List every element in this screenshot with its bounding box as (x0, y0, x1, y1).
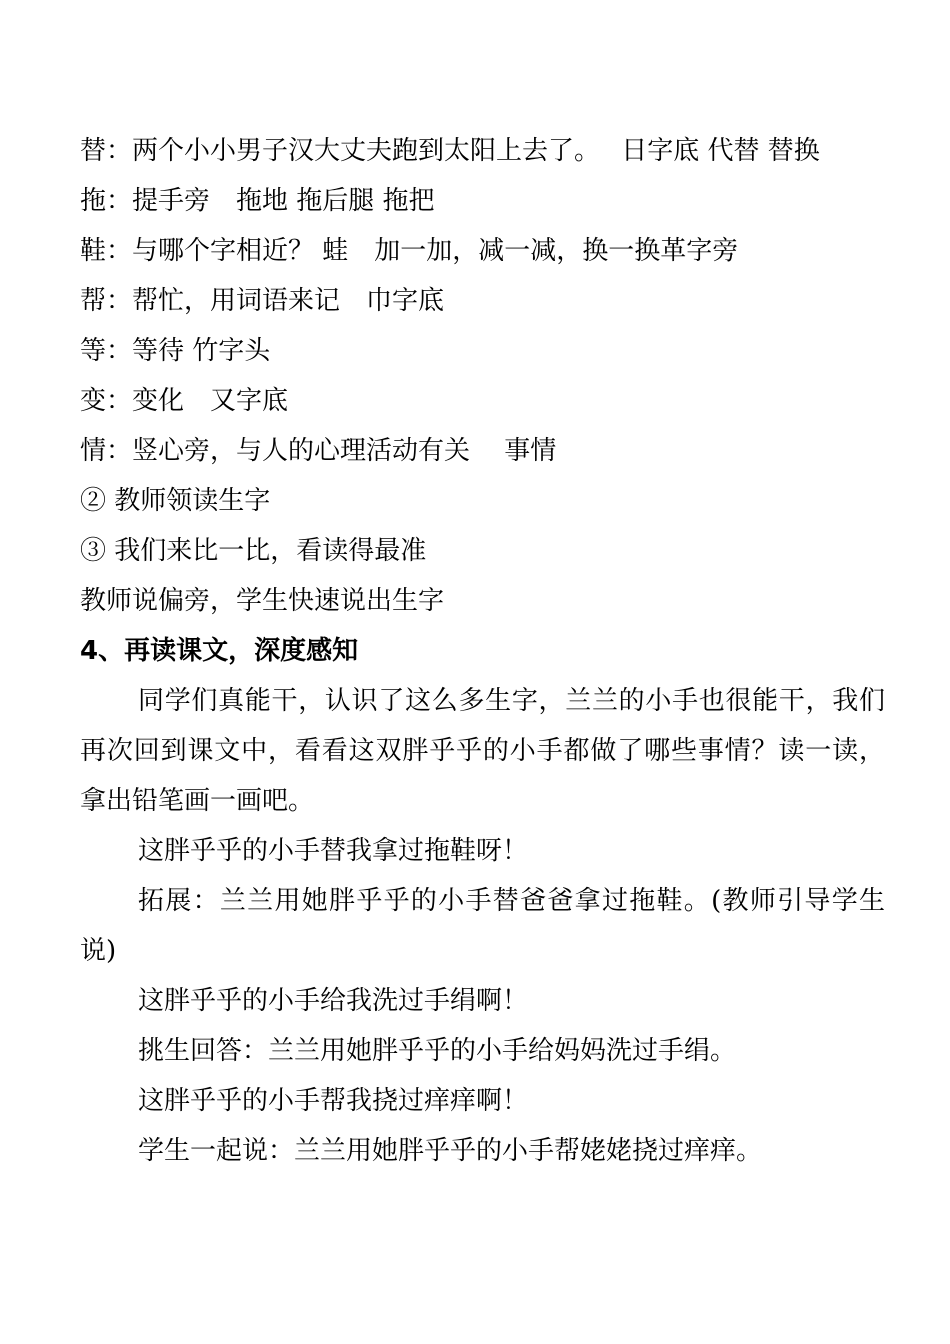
text-line-xie: 鞋：与哪个字相近？ 蛙 加一加，减一减，换一换革字旁 (80, 236, 739, 266)
paragraph-scratch: 这胖乎乎的小手帮我挠过痒痒啊！ (138, 1086, 529, 1116)
text-line-step-2: ② 教师领读生字 (80, 486, 271, 516)
text-line-qing: 情：竖心旁，与人的心理活动有关 事情 (80, 436, 557, 466)
paragraph-handkerchief: 这胖乎乎的小手给我洗过手绢啊！ (138, 986, 529, 1016)
text-line-tuo: 拖：提手旁 拖地 拖后腿 拖把 (80, 186, 435, 216)
section-heading: 4、再读课文，深度感知 (80, 636, 359, 666)
paragraph-intro: 同学们真能干，认识了这么多生字，兰兰的小手也很能干，我们再次回到课文中，看看这双胖乎乎的小手都做了哪些事情？读一读，拿出铅笔画一画吧。 (80, 686, 885, 816)
text-line-radical-game: 教师说偏旁，学生快速说出生字 (80, 586, 445, 616)
document-page (80, 126, 885, 1176)
paragraph-together: 学生一起说：兰兰用她胖乎乎的小手帮姥姥挠过痒痒。 (138, 1136, 763, 1166)
paragraph-extension: 拓展：兰兰用她胖乎乎的小手替爸爸拿过拖鞋。(教师引导学生说) (80, 886, 885, 966)
paragraph-slippers: 这胖乎乎的小手替我拿过拖鞋呀！ (138, 836, 529, 866)
text-line-bian: 变：变化 又字底 (80, 386, 289, 416)
text-line-deng: 等：等待 竹字头 (80, 336, 271, 366)
text-line-step-3: ③ 我们来比一比，看读得最准 (80, 536, 427, 566)
text-line-ti: 替：两个小小男子汉大丈夫跑到太阳上去了。 日字底 代替 替换 (80, 136, 820, 166)
paragraph-student-answer: 挑生回答：兰兰用她胖乎乎的小手给妈妈洗过手绢。 (138, 1036, 737, 1066)
text-line-bang: 帮：帮忙，用词语来记 巾字底 (80, 286, 445, 316)
